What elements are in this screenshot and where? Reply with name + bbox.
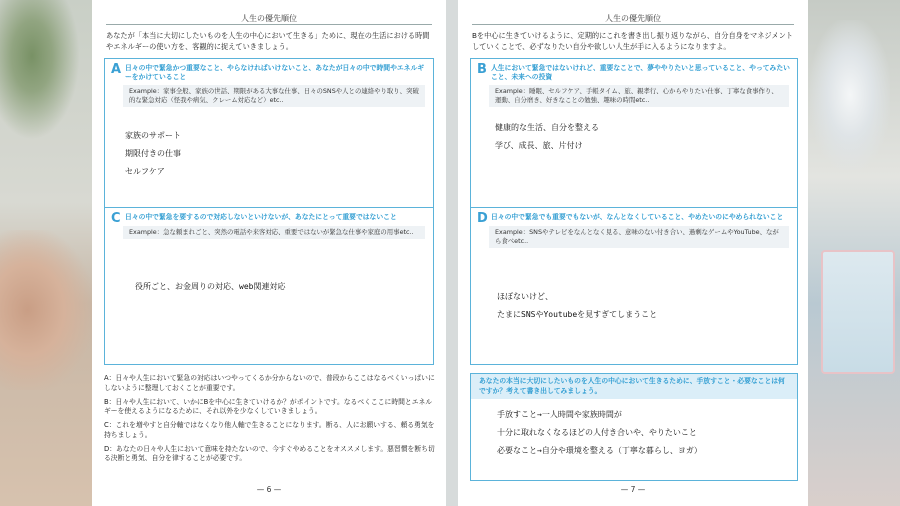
quadrant-a [105, 59, 433, 207]
handwritten-line: ほぼないけど、 [497, 292, 553, 301]
quadrant-title: 日々の中で緊急を要するので対応しないといけないが、あなたにとって重要ではないこと [125, 213, 397, 221]
handwritten-line: 家族のサポート [125, 131, 181, 140]
page-number: — 7 — [620, 485, 646, 494]
example-box: Example：睡眠、セルフケア、手帳タイム、旅、親孝行、心からやりたい仕事、丁寧な食事作り、運動、自分磨き、好きなことの勉強、趣味の時間etc.. [489, 85, 789, 107]
quadrant-c [105, 208, 433, 364]
quadrant-b [471, 59, 797, 207]
handwritten-line: たまにSNSやYoutubeを見すぎてしまうこと [497, 310, 658, 319]
final-question-box [470, 373, 798, 481]
handwritten-line: 学び、成長、旅、片付け [495, 141, 583, 150]
example-box: Example：SNSやテレビをなんとなく見る、意味のない付き合い、過剰なゲームやYouTube、ながら食べetc.. [489, 226, 789, 248]
plant-decoration [0, 0, 80, 140]
handwriting-final[interactable] [497, 406, 702, 460]
handwritten-line: 手放すこと→一人時間や家族時間が [497, 410, 622, 419]
quadrant-d [471, 208, 797, 364]
handwritten-line: 必要なこと→自分や環境を整える（丁寧な暮らし、ヨガ） [497, 446, 702, 455]
handwriting-b[interactable] [495, 119, 599, 155]
quadrant-d-header [477, 212, 791, 226]
quadrant-letter: A [111, 62, 122, 77]
note-d: D：あなたの日々や人生において意味を持たないので、今すぐやめることをオススメします。悪習慣を断ち切る決断と勇気、自分を律することが必要です。 [104, 444, 435, 462]
quadrant-b-header [477, 63, 791, 82]
handwriting-a[interactable] [125, 127, 181, 181]
book-gutter [446, 0, 458, 506]
right-page [458, 0, 808, 506]
quadrant-letter: B [477, 62, 487, 77]
handwriting-c[interactable] [135, 278, 285, 296]
handwriting-d[interactable] [497, 288, 657, 324]
quadrant-box [104, 58, 434, 365]
title-rule [472, 24, 794, 25]
handwritten-line: 期限付きの仕事 [125, 149, 181, 158]
page-title: 人生の優先順位 [241, 14, 297, 23]
handwritten-line: 役所ごと、お金周りの対応、web関連対応 [135, 282, 286, 291]
quadrant-box [470, 58, 798, 365]
quadrant-title: 日々の中で緊急かつ重要なこと、やらなければいけないこと、あなたが日々の中で時間やエネルギーをかけていること [125, 64, 425, 81]
final-question: あなたの本当に大切にしたいものを人生の中心において生きるために、手放すこと・必要なことは何ですか？考えて書き出してみましょう。 [471, 374, 797, 399]
quadrant-title: 日々の中で緊急でも重要でもないが、なんとなくしていること、やめたいのにやめられないこと [491, 213, 784, 221]
handwritten-line: 健康的な生活、自分を整える [495, 123, 599, 132]
intro-text: Bを中心に生きていけるように、定期的にこれを書き出し振り返りながら、自分自身をマネジメントしていくことで、必ずなりたい自分や欲しい人生が手に入るようになりますよ。 [472, 31, 793, 51]
note-c: C：これを増やすと自分軸ではなくなり他人軸で生きることになります。断る、人にお願いする、頼る勇気を持ちましょう。 [104, 421, 435, 439]
notebook-decoration [821, 250, 895, 374]
intro-text: あなたが「本当に大切にしたいものを人生の中心において生きる」ために、現在の生活における時間やエネルギーの使い方を、客観的に捉えていきましょう。 [106, 31, 430, 51]
note-a: A：日々や人生において緊急の対応はいつやってくるか分からないので、普段からここはなるべくいっぱいにしないように整理しておくことが重要です。 [104, 374, 435, 392]
glass-decoration [810, 20, 890, 170]
hand-photo [0, 230, 92, 390]
example-box: Example：急な頼まれごと、突然の電話や来客対応、重要ではないが緊急な仕事や家庭の用事etc.. [123, 226, 425, 239]
notes [104, 374, 436, 468]
page-title: 人生の優先順位 [605, 14, 661, 23]
example-box: Example：家事全般、家族の世話、期限がある大事な仕事、日々のSNSや人との連絡やり取り、突破的な緊急対応（怪我や病気、クレーム対応など）etc.. [123, 85, 425, 107]
quadrant-a-header [111, 63, 427, 82]
quadrant-title: 人生において緊急ではないけれど、重要なことで、夢ややりたいと思っていること、やってみたいこと、未来への投資 [491, 64, 790, 81]
page-number: — 6 — [256, 485, 282, 494]
quadrant-letter: D [477, 211, 488, 226]
quadrant-letter: C [111, 211, 121, 226]
handwritten-line: 十分に取れなくなるほどの人付き合いや、やりたいこと [497, 428, 697, 437]
left-page [92, 0, 446, 506]
handwritten-line: セルフケア [125, 167, 165, 176]
note-b: B：日々や人生において、いかにBを中心に生きていけるか？がポイントです。なるべくここに時間とエネルギーを使えるようになるために、それ以外を少なくしていきましょう。 [104, 397, 433, 415]
title-rule [106, 24, 432, 25]
quadrant-c-header [111, 212, 427, 226]
